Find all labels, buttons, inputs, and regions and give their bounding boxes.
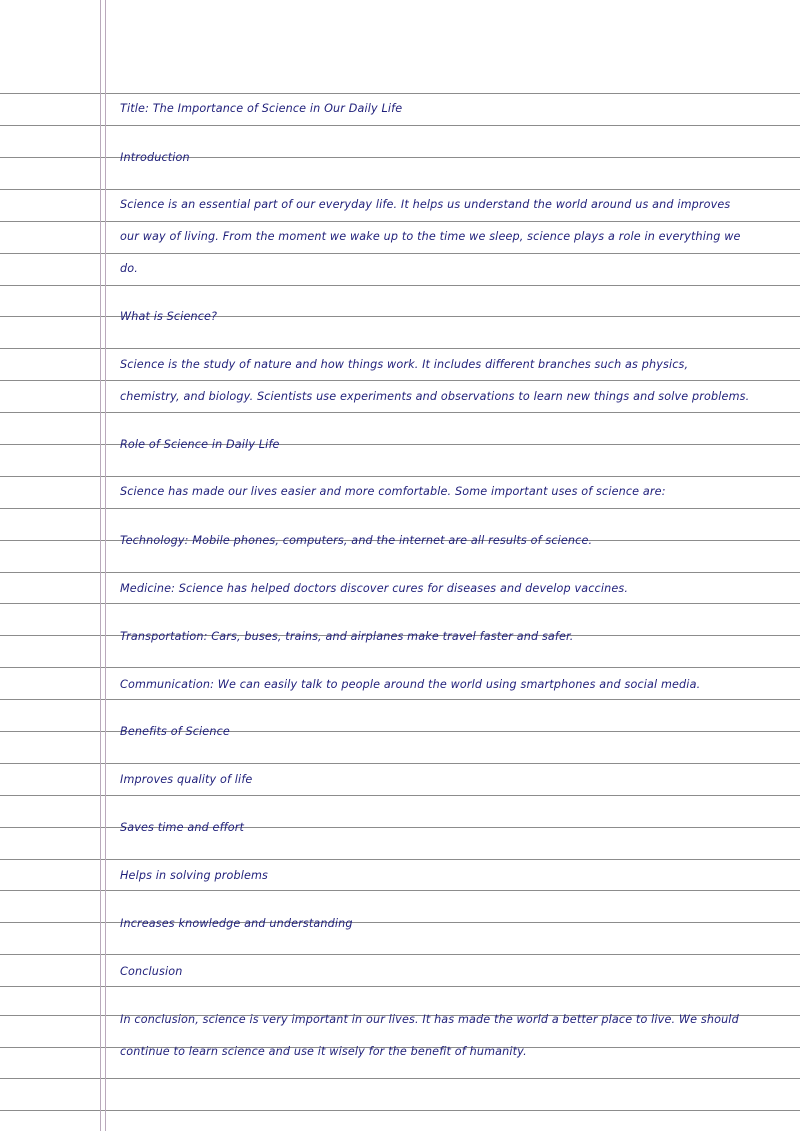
ruled-line	[0, 859, 800, 860]
ruled-line	[0, 572, 800, 573]
ruled-line	[0, 285, 800, 286]
role-item-technology: Technology: Mobile phones, computers, and the internet are all results of science.	[120, 534, 593, 547]
benefit-item-2: Saves time and effort	[120, 821, 245, 834]
ruled-line	[0, 1110, 800, 1111]
benefit-item-3: Helps in solving problems	[120, 869, 269, 882]
ruled-line	[0, 476, 800, 477]
heading-conclusion: Conclusion	[120, 965, 183, 978]
benefit-item-4: Increases knowledge and understanding	[120, 917, 353, 930]
heading-benefits: Benefits of Science	[120, 725, 230, 738]
ruled-line	[0, 221, 800, 222]
document-title: Title: The Importance of Science in Our Daily Life	[120, 102, 403, 115]
conclusion-line-1: In conclusion, science is very important in our lives. It has made the world a better place to live. We should	[120, 1013, 739, 1026]
heading-what-is-science: What is Science?	[120, 310, 218, 323]
role-item-medicine: Medicine: Science has helped doctors discover cures for diseases and develop vaccines.	[120, 582, 629, 595]
ruled-line	[0, 253, 800, 254]
what-line-2: chemistry, and biology. Scientists use experiments and observations to learn new things and solve problems.	[120, 390, 750, 403]
ruled-line	[0, 189, 800, 190]
what-line-1: Science is the study of nature and how things work. It includes different branches such as physics,	[120, 358, 689, 371]
ruled-line	[0, 508, 800, 509]
ruled-line	[0, 380, 800, 381]
role-line-intro: Science has made our lives easier and more comfortable. Some important uses of science are:	[120, 485, 666, 498]
ruled-line	[0, 954, 800, 955]
role-item-transportation: Transportation: Cars, buses, trains, and airplanes make travel faster and safer.	[120, 630, 574, 643]
ruled-line	[0, 763, 800, 764]
intro-line-1: Science is an essential part of our everyday life. It helps us understand the world around us and improves	[120, 198, 731, 211]
heading-role-of-science: Role of Science in Daily Life	[120, 438, 280, 451]
role-item-communication: Communication: We can easily talk to people around the world using smartphones and social media.	[120, 678, 701, 691]
benefit-item-1: Improves quality of life	[120, 773, 253, 786]
ruled-line	[0, 412, 800, 413]
ruled-line	[0, 699, 800, 700]
intro-line-2: our way of living. From the moment we wake up to the time we sleep, science plays a role in everything we	[120, 230, 741, 243]
ruled-line	[0, 667, 800, 668]
ruled-line	[0, 348, 800, 349]
ruled-line	[0, 603, 800, 604]
heading-introduction: Introduction	[120, 151, 190, 164]
ruled-line	[0, 125, 800, 126]
ruled-line	[0, 890, 800, 891]
margin-line-right	[105, 0, 106, 1131]
ruled-line	[0, 795, 800, 796]
margin-line-left	[100, 0, 101, 1131]
conclusion-line-2: continue to learn science and use it wisely for the benefit of humanity.	[120, 1045, 527, 1058]
ruled-line	[0, 1078, 800, 1079]
ruled-line	[0, 986, 800, 987]
intro-line-3: do.	[120, 262, 138, 275]
ruled-line	[0, 93, 800, 94]
